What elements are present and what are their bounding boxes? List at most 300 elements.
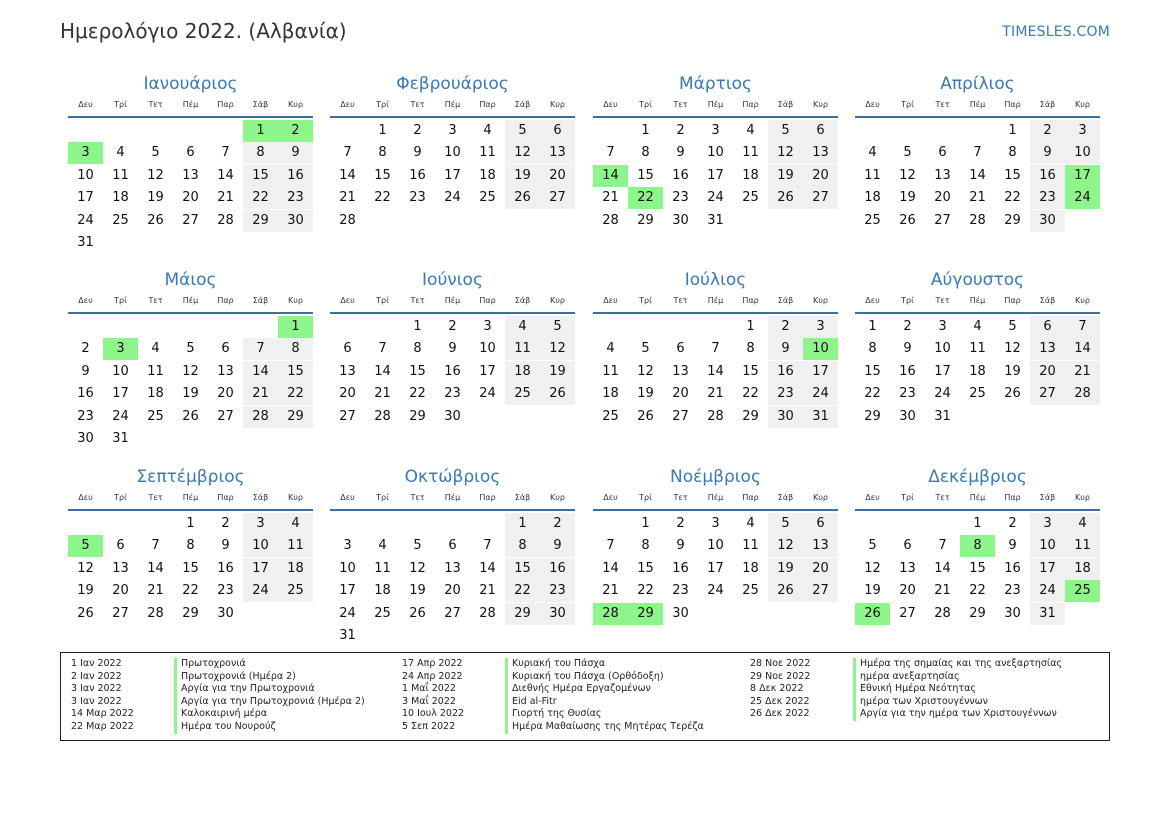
header-divider — [855, 312, 1100, 314]
empty-day-cell — [400, 210, 435, 232]
weekend-day-cell: 19 — [540, 361, 575, 383]
weekday-label: Παρ — [742, 493, 759, 502]
day-cell: 11 — [742, 538, 759, 554]
day-cell: 27 — [899, 605, 916, 621]
day-cell: 5 — [186, 341, 195, 357]
weekday-header — [593, 293, 838, 309]
weekday-header — [68, 97, 313, 113]
day-cell: 28 — [374, 408, 391, 424]
week-row — [593, 142, 838, 164]
day-cell: 20 — [217, 386, 234, 402]
day-cell: 6 — [448, 538, 457, 554]
weekday-label: Σάβ — [252, 296, 269, 305]
weekend-day-cell: 15 — [243, 165, 278, 187]
weekday-label: Τετ — [673, 296, 688, 305]
empty-day-cell — [208, 316, 243, 338]
day-cell: 21 — [147, 583, 164, 599]
day-cell: 7 — [938, 538, 947, 554]
empty-day-cell — [68, 316, 103, 338]
weekday-label: Σάβ — [1039, 296, 1056, 305]
day-cell: 7 — [378, 341, 387, 357]
empty-day-cell — [243, 316, 278, 338]
weekday-label: Πέμ — [444, 296, 461, 305]
day-cell: 20 — [672, 386, 689, 402]
day-cell: 21 — [707, 386, 724, 402]
holiday-entry — [402, 708, 704, 721]
weekend-day-cell: 1 — [505, 513, 540, 535]
weekend-day-cell: 7 — [1065, 316, 1100, 338]
empty-day-cell — [243, 428, 278, 450]
weekend-day-cell: 21 — [243, 383, 278, 405]
week-row — [330, 625, 575, 647]
weekend-day-cell: 13 — [540, 142, 575, 164]
day-cell: 6 — [938, 145, 947, 161]
week-row — [855, 316, 1100, 338]
header-divider — [68, 509, 313, 511]
weekday-header — [68, 490, 313, 506]
holiday-day-cell: 1 — [243, 120, 278, 142]
day-cell: 9 — [676, 145, 685, 161]
empty-day-cell — [208, 120, 243, 142]
day-cell: 18 — [112, 190, 129, 206]
day-cell: 25 — [969, 386, 986, 402]
holiday-day-cell: 10 — [803, 338, 838, 360]
holiday-date: 3 Ιαν 2022 — [71, 695, 122, 707]
day-cell: 16 — [409, 167, 426, 183]
empty-day-cell — [278, 232, 313, 254]
header-divider — [330, 509, 575, 511]
day-cell: 8 — [868, 341, 877, 357]
week-row — [855, 513, 1100, 535]
weekend-day-cell: 18 — [505, 361, 540, 383]
day-cell: 4 — [606, 341, 615, 357]
holiday-day-cell: 1 — [278, 316, 313, 338]
day-cell: 21 — [602, 583, 619, 599]
holiday-entry — [71, 683, 365, 696]
day-cell: 29 — [409, 408, 426, 424]
empty-day-cell — [470, 625, 505, 647]
month-name: Σεπτέμβριος — [136, 467, 245, 487]
weekend-day-cell: 12 — [768, 142, 803, 164]
weekend-day-cell: 5 — [505, 120, 540, 142]
week-row — [855, 210, 1100, 232]
weekend-day-cell: 22 — [243, 187, 278, 209]
day-cell: 17 — [444, 167, 461, 183]
weekday-label: Τετ — [148, 493, 163, 502]
day-cell: 11 — [864, 167, 881, 183]
empty-day-cell — [68, 513, 103, 535]
day-cell: 14 — [707, 363, 724, 379]
day-cell: 12 — [77, 560, 94, 576]
empty-day-cell — [173, 120, 208, 142]
week-row — [68, 383, 313, 405]
weekend-day-cell: 11 — [505, 338, 540, 360]
weekend-day-cell: 5 — [768, 120, 803, 142]
week-row — [330, 361, 575, 383]
week-row — [68, 232, 313, 254]
day-cell: 16 — [217, 560, 234, 576]
week-row — [855, 406, 1100, 428]
month-name: Δεκέμβριος — [928, 467, 1027, 487]
week-row — [593, 383, 838, 405]
weekday-label: Σάβ — [514, 296, 531, 305]
empty-day-cell — [103, 232, 138, 254]
weekday-header — [855, 97, 1100, 113]
holiday-day-cell: 25 — [1065, 580, 1100, 602]
day-cell: 1 — [1008, 123, 1017, 138]
holiday-day-cell: 3 — [68, 142, 103, 164]
weekend-day-cell: 26 — [768, 580, 803, 602]
weekday-label: Παρ — [1004, 493, 1021, 502]
empty-day-cell — [768, 210, 803, 232]
empty-day-cell — [208, 232, 243, 254]
weekend-day-cell: 11 — [278, 535, 313, 557]
weekend-day-cell: 26 — [540, 383, 575, 405]
day-cell: 25 — [742, 583, 759, 599]
day-cell: 23 — [444, 386, 461, 402]
weekend-day-cell: 29 — [278, 406, 313, 428]
day-cell: 4 — [151, 341, 160, 357]
weekend-day-cell: 30 — [278, 210, 313, 232]
weekday-label: Πέμ — [969, 296, 986, 305]
day-cell: 11 — [602, 363, 619, 379]
weekday-label: Τρί — [376, 493, 389, 502]
weekend-day-cell: 25 — [278, 580, 313, 602]
week-row — [68, 558, 313, 580]
weekday-label: Πέμ — [444, 100, 461, 109]
day-cell: 27 — [339, 408, 356, 424]
weekday-label: Σάβ — [777, 100, 794, 109]
day-cell: 29 — [969, 605, 986, 621]
day-cell: 10 — [707, 538, 724, 554]
empty-day-cell — [330, 316, 365, 338]
day-cell: 19 — [147, 190, 164, 206]
weekday-header — [330, 97, 575, 113]
weekend-day-cell: 4 — [505, 316, 540, 338]
empty-day-cell — [505, 210, 540, 232]
month-name: Μάρτιος — [678, 74, 753, 94]
day-cell: 19 — [182, 386, 199, 402]
holiday-entry — [402, 683, 704, 696]
weekday-label: Πέμ — [969, 493, 986, 502]
page-title: Ημερολόγιο 2022. (Αλβανία) — [60, 19, 347, 43]
day-cell: 9 — [413, 145, 422, 161]
holiday-name: Καλοκαιρινή μέρα — [174, 708, 267, 721]
day-cell: 2 — [413, 123, 422, 138]
day-cell: 9 — [903, 341, 912, 357]
header-divider — [330, 312, 575, 314]
weekday-label: Παρ — [217, 100, 234, 109]
day-cell: 19 — [637, 386, 654, 402]
empty-day-cell — [243, 603, 278, 625]
week-row — [593, 580, 838, 602]
month-name: Φεβρουάριος — [396, 74, 509, 94]
day-cell: 8 — [641, 538, 650, 554]
day-cell: 6 — [343, 341, 352, 357]
weekend-day-cell: 18 — [1065, 558, 1100, 580]
day-cell: 15 — [742, 363, 759, 379]
weekend-day-cell: 20 — [803, 165, 838, 187]
holiday-day-cell: 28 — [593, 603, 628, 625]
day-cell: 9 — [676, 538, 685, 554]
weekend-day-cell: 23 — [768, 383, 803, 405]
weekday-label: Παρ — [479, 493, 496, 502]
weekday-label: Δευ — [78, 100, 93, 109]
weekday-label: Κυρ — [1075, 493, 1090, 502]
day-cell: 10 — [112, 363, 129, 379]
weekend-day-cell: 16 — [1030, 165, 1065, 187]
weekday-label: Κυρ — [813, 100, 828, 109]
weekday-label: Τετ — [935, 100, 950, 109]
day-cell: 2 — [1008, 516, 1017, 531]
empty-day-cell — [330, 120, 365, 142]
holiday-date: 14 Μαρ 2022 — [71, 708, 134, 720]
weekend-day-cell: 31 — [1030, 603, 1065, 625]
day-cell: 26 — [1004, 386, 1021, 402]
weekday-label: Τετ — [148, 100, 163, 109]
weekday-label: Πέμ — [444, 493, 461, 502]
day-cell: 2 — [676, 516, 685, 531]
day-cell: 5 — [641, 341, 650, 357]
day-cell: 23 — [672, 583, 689, 599]
weekday-header — [330, 490, 575, 506]
holiday-date: 8 Δεκ 2022 — [750, 683, 804, 695]
holiday-date: 1 Ιαν 2022 — [71, 658, 122, 669]
day-cell: 18 — [479, 167, 496, 183]
weekday-label: Δευ — [603, 296, 618, 305]
day-cell: 22 — [1004, 190, 1021, 206]
empty-day-cell — [628, 316, 663, 338]
weekend-day-cell: 27 — [1030, 383, 1065, 405]
day-cell: 11 — [969, 341, 986, 357]
weekday-label: Τρί — [376, 100, 389, 109]
day-cell: 6 — [116, 538, 125, 554]
weekend-day-cell: 9 — [540, 535, 575, 557]
day-cell: 18 — [864, 190, 881, 206]
weekday-label: Πέμ — [707, 100, 724, 109]
day-cell: 9 — [448, 341, 457, 357]
week-row — [593, 165, 838, 187]
week-row — [330, 535, 575, 557]
weekend-day-cell: 14 — [1065, 338, 1100, 360]
weekday-label: Δευ — [78, 296, 93, 305]
month-name: Ιανουάριος — [143, 74, 238, 94]
empty-day-cell — [138, 232, 173, 254]
day-cell: 5 — [1008, 319, 1017, 334]
week-row — [593, 513, 838, 535]
day-cell: 2 — [676, 123, 685, 138]
day-cell: 22 — [374, 190, 391, 206]
week-row — [68, 580, 313, 602]
day-cell: 12 — [864, 560, 881, 576]
weekend-day-cell: 8 — [505, 535, 540, 557]
month-calendar — [330, 269, 575, 428]
holiday-date: 3 Μαΐ 2022 — [402, 695, 456, 707]
empty-day-cell — [435, 625, 470, 647]
empty-day-cell — [173, 316, 208, 338]
weekday-label: Κυρ — [288, 296, 303, 305]
day-cell: 15 — [637, 560, 654, 576]
day-cell: 7 — [343, 145, 352, 161]
empty-day-cell — [733, 603, 768, 625]
weekday-label: Πέμ — [969, 100, 986, 109]
day-cell: 25 — [864, 212, 881, 228]
weekend-day-cell: 23 — [540, 580, 575, 602]
day-cell: 30 — [77, 430, 94, 446]
day-cell: 18 — [742, 167, 759, 183]
weekend-day-cell: 3 — [803, 316, 838, 338]
weekend-day-cell: 27 — [540, 187, 575, 209]
day-cell: 2 — [448, 319, 457, 334]
day-cell: 21 — [602, 190, 619, 206]
month-name: Ιούλιος — [684, 270, 747, 290]
day-cell: 13 — [217, 363, 234, 379]
weekend-day-cell: 3 — [243, 513, 278, 535]
day-cell: 25 — [112, 212, 129, 228]
weekend-day-cell: 30 — [540, 603, 575, 625]
weekend-day-cell: 16 — [768, 361, 803, 383]
week-row — [593, 210, 838, 232]
day-cell: 7 — [221, 145, 230, 161]
day-cell: 8 — [186, 538, 195, 554]
empty-day-cell — [400, 513, 435, 535]
weekday-label: Τρί — [114, 493, 127, 502]
day-cell: 13 — [934, 167, 951, 183]
empty-day-cell — [400, 625, 435, 647]
day-cell: 10 — [444, 145, 461, 161]
day-cell: 28 — [934, 605, 951, 621]
day-cell: 26 — [409, 605, 426, 621]
day-cell: 28 — [707, 408, 724, 424]
day-cell: 17 — [707, 167, 724, 183]
empty-day-cell — [505, 406, 540, 428]
holiday-name: Ημέρα Μαθαίωσης της Μητέρας Τερέζα — [505, 721, 704, 734]
day-cell: 29 — [182, 605, 199, 621]
month-calendar — [68, 73, 313, 254]
site-link[interactable]: TIMESLES.COM — [1002, 24, 1110, 40]
day-cell: 13 — [444, 560, 461, 576]
day-cell: 11 — [374, 560, 391, 576]
day-cell: 24 — [934, 386, 951, 402]
weekday-label: Τρί — [901, 100, 914, 109]
weekday-label: Δευ — [865, 296, 880, 305]
weekday-header — [593, 97, 838, 113]
weekday-label: Δευ — [78, 493, 93, 502]
holiday-list — [60, 652, 1110, 741]
empty-day-cell — [138, 316, 173, 338]
weekday-label: Τετ — [410, 493, 425, 502]
day-cell: 27 — [934, 212, 951, 228]
week-row — [330, 558, 575, 580]
day-cell: 20 — [934, 190, 951, 206]
empty-day-cell — [698, 603, 733, 625]
empty-day-cell — [470, 210, 505, 232]
week-row — [593, 535, 838, 557]
day-cell: 27 — [444, 605, 461, 621]
day-cell: 24 — [444, 190, 461, 206]
day-cell: 13 — [182, 167, 199, 183]
holiday-name: Αργία για την ημέρα των Χριστουγέννων — [853, 708, 1057, 721]
week-row — [68, 535, 313, 557]
weekday-label: Δευ — [603, 493, 618, 502]
day-cell: 14 — [217, 167, 234, 183]
week-row — [68, 406, 313, 428]
weekday-label: Τετ — [148, 296, 163, 305]
weekend-day-cell: 6 — [540, 120, 575, 142]
month-name: Ιούνιος — [422, 270, 483, 290]
holiday-name: Αργία για την Πρωτοχρονιά — [174, 683, 315, 696]
day-cell: 4 — [378, 538, 387, 554]
day-cell: 26 — [147, 212, 164, 228]
day-cell: 28 — [339, 212, 356, 228]
empty-day-cell — [173, 232, 208, 254]
holiday-entry — [71, 708, 365, 721]
day-cell: 28 — [147, 605, 164, 621]
day-cell: 15 — [864, 363, 881, 379]
day-cell: 25 — [147, 408, 164, 424]
weekday-label: Τετ — [410, 296, 425, 305]
weekday-label: Δευ — [340, 296, 355, 305]
weekday-label: Σάβ — [777, 296, 794, 305]
weekend-day-cell: 20 — [540, 165, 575, 187]
weekend-day-cell: 8 — [278, 338, 313, 360]
week-row — [330, 383, 575, 405]
weekday-label: Πέμ — [182, 296, 199, 305]
weekday-label: Σάβ — [252, 493, 269, 502]
day-cell: 9 — [1008, 538, 1017, 554]
day-cell: 29 — [637, 212, 654, 228]
weekend-day-cell: 6 — [803, 513, 838, 535]
weekday-label: Τετ — [935, 493, 950, 502]
day-cell: 7 — [711, 341, 720, 357]
day-cell: 5 — [413, 538, 422, 554]
day-cell: 4 — [746, 123, 755, 138]
month-calendar — [68, 466, 313, 625]
weekend-day-cell: 17 — [803, 361, 838, 383]
weekday-label: Τρί — [114, 100, 127, 109]
day-cell: 1 — [378, 123, 387, 138]
header-divider — [330, 116, 575, 118]
holiday-day-cell: 5 — [68, 535, 103, 557]
day-cell: 19 — [899, 190, 916, 206]
weekday-label: Σάβ — [514, 100, 531, 109]
day-cell: 23 — [672, 190, 689, 206]
weekday-label: Σάβ — [252, 100, 269, 109]
day-cell: 21 — [934, 583, 951, 599]
month-calendar — [855, 466, 1100, 625]
day-cell: 11 — [479, 145, 496, 161]
empty-day-cell — [435, 210, 470, 232]
day-cell: 30 — [899, 408, 916, 424]
weekend-day-cell: 29 — [505, 603, 540, 625]
day-cell: 14 — [339, 167, 356, 183]
empty-day-cell — [365, 513, 400, 535]
weekend-day-cell: 10 — [243, 535, 278, 557]
day-cell: 14 — [934, 560, 951, 576]
weekday-label: Δευ — [865, 493, 880, 502]
day-cell: 4 — [746, 516, 755, 531]
holiday-day-cell: 8 — [960, 535, 995, 557]
empty-day-cell — [103, 513, 138, 535]
week-row — [593, 361, 838, 383]
weekend-day-cell: 29 — [243, 210, 278, 232]
weekday-label: Τρί — [639, 100, 652, 109]
holiday-column — [402, 658, 704, 734]
empty-day-cell — [330, 513, 365, 535]
empty-day-cell — [925, 513, 960, 535]
holiday-entry — [71, 658, 365, 671]
week-row — [68, 165, 313, 187]
